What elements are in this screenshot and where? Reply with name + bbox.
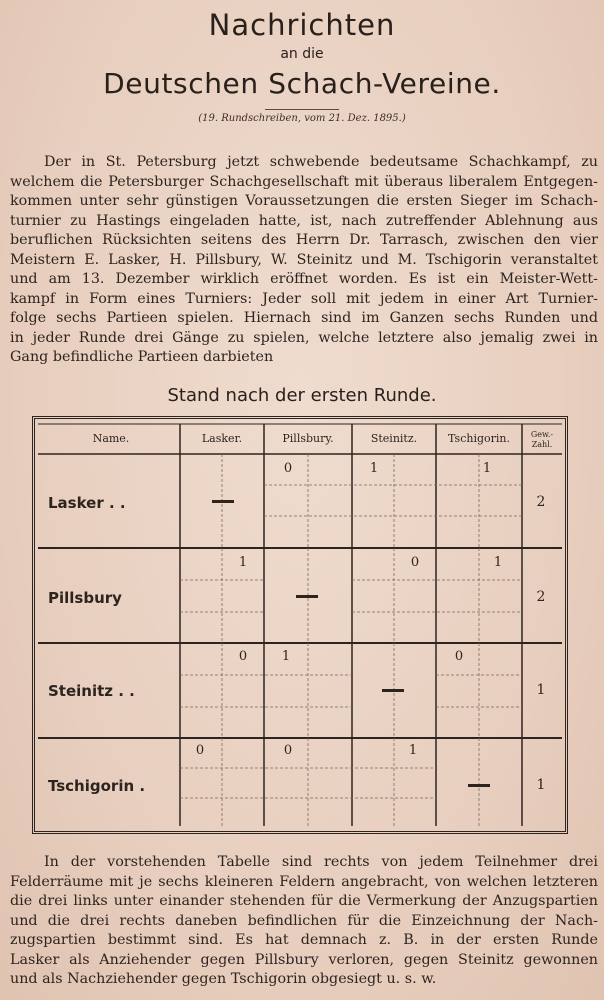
score-cell: 0 bbox=[283, 743, 293, 758]
dateline: (19. Rundschreiben, vom 21. Dez. 1895.) bbox=[198, 113, 406, 124]
table-heading: Stand nach der ersten Runde. bbox=[167, 385, 437, 406]
score-cell: 1 bbox=[408, 743, 418, 758]
score-cell: 0 bbox=[238, 649, 248, 664]
col-header-lasker: Lasker. bbox=[201, 432, 243, 445]
total-score: 2 bbox=[536, 589, 546, 605]
total-score: 1 bbox=[536, 777, 546, 793]
title-rule bbox=[265, 109, 339, 110]
score-cell: 1 bbox=[493, 555, 503, 570]
col-header-steinitz: Steinitz. bbox=[370, 432, 418, 445]
self-dash bbox=[382, 689, 404, 692]
col-header-gewinnzahl: Gew.-Zahl. bbox=[530, 430, 554, 449]
intro-line: kommen unter sehr günstigen Voraussetzungen die ersten Sieger im Schach- bbox=[10, 193, 598, 209]
intro-line: folge sechs Partieen spielen. Hiernach sind im Ganzen sechs Runden und bbox=[10, 310, 598, 326]
score-cell: 1 bbox=[238, 555, 248, 570]
intro-line: in jeder Runde drei Gänge zu spielen, welche letztere also jemalig zwei in bbox=[10, 329, 598, 346]
outro-paragraph bbox=[10, 853, 598, 990]
outro-line: In der vorstehenden Tabelle sind rechts von jedem Teilnehmer drei bbox=[44, 854, 598, 870]
outro-line: Lasker als Anziehender gegen Pillsbury verloren, gegen Steinitz gewonnen bbox=[10, 951, 598, 968]
score-cell: 1 bbox=[482, 461, 492, 476]
intro-line: welchem die Petersburger Schachgesellschaft mit überaus liberalem Entgegen- bbox=[10, 173, 598, 190]
page-title: Nachrichten bbox=[208, 8, 396, 42]
title-connector: an die bbox=[280, 46, 324, 62]
score-cell: 0 bbox=[410, 555, 420, 570]
col-header-pillsbury: Pillsbury. bbox=[282, 432, 334, 445]
page-subtitle: Deutschen Schach-Vereine. bbox=[103, 67, 501, 100]
outro-line: und als Nachziehender gegen Tschigorin obgesiegt u. s. w. bbox=[10, 971, 437, 987]
self-dash bbox=[212, 500, 234, 503]
intro-line: turnier zu Hastings eingeladen hatte, ist, nach zutreffender Ablehnung aus bbox=[10, 212, 598, 229]
row-name-tschigorin: Tschigorin . bbox=[48, 777, 146, 795]
outro-line: die drei links unter einander stehenden für die Vermerkung der Anzugspartien bbox=[10, 893, 598, 909]
intro-line: Meistern E. Lasker, H. Pillsbury, W. Steinitz und M. Tschigorin veranstaltet bbox=[10, 251, 598, 268]
col-header-tschigorin: Tschigorin. bbox=[448, 432, 510, 445]
outro-line: und die drei rechts daneben befindlichen für die Einzeichnung der Nach- bbox=[10, 912, 598, 929]
score-cell: 0 bbox=[195, 743, 205, 758]
total-score: 1 bbox=[536, 682, 546, 698]
intro-paragraph bbox=[10, 153, 598, 368]
intro-line: Der in St. Petersburg jetzt schwebende bedeutsame Schachkampf, zu bbox=[44, 154, 598, 170]
intro-line: beruflichen Rücksichten seitens des Herrn Dr. Tarrasch, zwischen den vier bbox=[10, 232, 598, 248]
self-dash bbox=[296, 595, 318, 598]
row-name-lasker: Lasker . . bbox=[48, 494, 126, 512]
self-dash bbox=[468, 784, 490, 787]
score-cell: 1 bbox=[369, 461, 379, 476]
score-cell: 1 bbox=[281, 649, 291, 664]
row-name-steinitz: Steinitz . . bbox=[48, 682, 135, 700]
outro-line: Felderräume mit je sechs kleineren Feldern angebracht, von welchen letzteren bbox=[10, 873, 598, 890]
outro-line: zugspartien bestimmt sind. Es hat demnach z. B. in der ersten Runde bbox=[10, 932, 598, 948]
score-cell: 0 bbox=[283, 461, 293, 476]
col-header-name: Name. bbox=[92, 432, 130, 445]
total-score: 2 bbox=[536, 494, 546, 510]
intro-line: und am 13. Dezember wirklich eröffnet worden. Es ist ein Meister-Wett- bbox=[10, 271, 598, 287]
row-name-pillsbury: Pillsbury bbox=[48, 589, 122, 607]
intro-line: Gang befindliche Partieen darbieten bbox=[10, 349, 274, 365]
intro-line: kampf in Form eines Turniers: Jeder soll mit jedem in einer Art Turnier- bbox=[10, 290, 598, 307]
score-cell: 0 bbox=[454, 649, 464, 664]
table-grid bbox=[32, 416, 568, 834]
